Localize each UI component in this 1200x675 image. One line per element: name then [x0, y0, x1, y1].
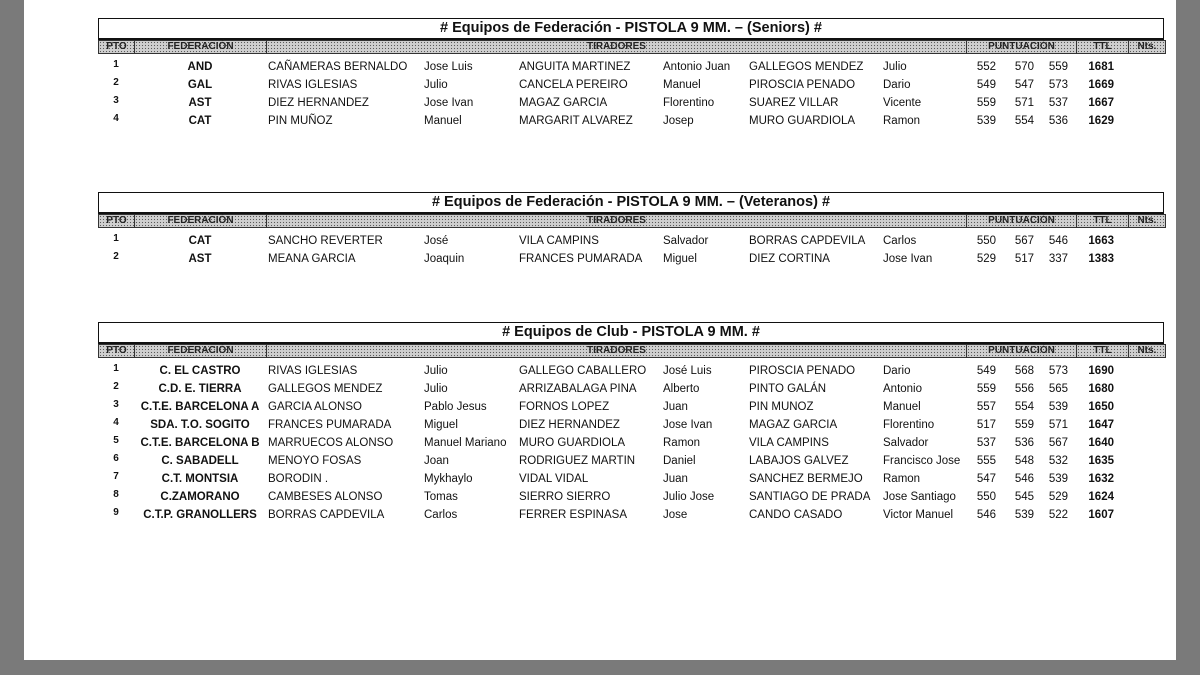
table-row — [98, 362, 1164, 380]
shooter2-name: Salvador — [663, 235, 709, 247]
score2-cell: 517 — [1014, 253, 1034, 265]
shooter1-name: Manuel Mariano — [424, 437, 507, 449]
federation-cell: C.D. E. TIERRA — [158, 383, 242, 395]
shooter2-surname: GALLEGO CABALLERO — [519, 365, 647, 377]
score1-cell: 555 — [976, 455, 996, 467]
table-row — [98, 112, 1164, 130]
shooter3-name: Vicente — [883, 97, 922, 109]
shooter1-surname: CAÑAMERAS BERNALDO — [268, 61, 408, 73]
rank-cell: 7 — [113, 471, 119, 482]
federation-cell: CAT — [188, 235, 212, 247]
federation-cell: GAL — [187, 79, 213, 91]
shooter1-surname: PIN MUÑOZ — [268, 115, 333, 127]
federation-cell: C. SABADELL — [161, 455, 239, 467]
shooter2-name: Josep — [663, 115, 694, 127]
shooter3-name: Jose Santiago — [883, 491, 956, 503]
score2-cell: 539 — [1014, 509, 1034, 521]
shooter3-surname: SUAREZ VILLAR — [749, 97, 839, 109]
header-federacion: FEDERACIÓN — [135, 41, 267, 53]
score1-cell: 550 — [976, 491, 996, 503]
score3-cell: 537 — [1048, 97, 1068, 109]
score2-cell: 548 — [1014, 455, 1034, 467]
shooter3-name: Florentino — [883, 419, 935, 431]
total-cell: 1669 — [1088, 79, 1114, 91]
rank-cell: 3 — [113, 399, 119, 410]
shooter1-surname: SANCHO REVERTER — [268, 235, 383, 247]
rank-cell: 1 — [113, 59, 119, 70]
rank-cell: 5 — [113, 435, 119, 446]
shooter1-surname: BORODIN . — [268, 473, 329, 485]
score1-cell: 559 — [976, 97, 996, 109]
score3-cell: 571 — [1048, 419, 1068, 431]
shooter2-surname: MAGAZ GARCIA — [519, 97, 608, 109]
table-row — [98, 434, 1164, 452]
score3-cell: 529 — [1048, 491, 1068, 503]
federation-cell: C.T.P. GRANOLLERS — [143, 509, 257, 521]
shooter2-name: Miguel — [663, 253, 697, 265]
shooter2-name: Jose — [663, 509, 688, 521]
shooter3-surname: VILA CAMPINS — [749, 437, 829, 449]
score3-cell: 565 — [1048, 383, 1068, 395]
table-row — [98, 452, 1164, 470]
shooter2-name: Daniel — [663, 455, 696, 467]
federation-cell: C.T. MONTSIA — [161, 473, 239, 485]
shooter2-name: Alberto — [663, 383, 700, 395]
table-row — [98, 398, 1164, 416]
document-page — [24, 0, 1176, 660]
score2-cell: 570 — [1014, 61, 1034, 73]
shooter1-name: Julio — [424, 383, 448, 395]
total-cell: 1632 — [1088, 473, 1114, 485]
shooter1-name: Miguel — [424, 419, 458, 431]
section-title: # Equipos de Federación - PISTOLA 9 MM. – (Veteranos) # — [98, 192, 1164, 214]
table-row — [98, 416, 1164, 434]
shooter2-surname: FERRER ESPINASA — [519, 509, 627, 521]
score3-cell: 546 — [1048, 235, 1068, 247]
table-row — [98, 250, 1164, 268]
rows — [98, 232, 1164, 268]
shooter3-name: Francisco Jose — [883, 455, 961, 467]
rank-cell: 2 — [113, 77, 119, 88]
shooter2-name: Antonio Juan — [663, 61, 731, 73]
rows — [98, 58, 1164, 130]
shooter3-name: Carlos — [883, 235, 917, 247]
total-cell: 1650 — [1088, 401, 1114, 413]
shooter1-name: Joaquin — [424, 253, 465, 265]
score3-cell: 539 — [1048, 473, 1068, 485]
total-cell: 1690 — [1088, 365, 1114, 377]
shooter3-surname: BORRAS CAPDEVILA — [749, 235, 866, 247]
score3-cell: 573 — [1048, 365, 1068, 377]
table-row — [98, 76, 1164, 94]
shooter3-surname: MAGAZ GARCIA — [749, 419, 838, 431]
shooter3-surname: GALLEGOS MENDEZ — [749, 61, 864, 73]
shooter1-surname: MENOYO FOSAS — [268, 455, 362, 467]
section-title: # Equipos de Federación - PISTOLA 9 MM. – (Seniors) # — [98, 18, 1164, 40]
shooter1-surname: DIEZ HERNANDEZ — [268, 97, 369, 109]
header-federacion: FEDERACIÓN — [135, 215, 267, 227]
score1-cell: 549 — [976, 79, 996, 91]
shooter2-surname: CANCELA PEREIRO — [519, 79, 628, 91]
shooter1-surname: GALLEGOS MENDEZ — [268, 383, 383, 395]
table-row — [98, 380, 1164, 398]
shooter1-name: Pablo Jesus — [424, 401, 487, 413]
shooter3-name: Dario — [883, 79, 911, 91]
federation-cell: AND — [187, 61, 213, 73]
column-header-row — [98, 40, 1166, 54]
score3-cell: 522 — [1048, 509, 1068, 521]
shooter3-surname: PINTO GALÁN — [749, 383, 827, 395]
rank-cell: 4 — [113, 417, 119, 428]
header-pto: PTO — [99, 215, 135, 227]
shooter1-name: José — [424, 235, 449, 247]
rank-cell: 9 — [113, 507, 119, 518]
shooter1-name: Carlos — [424, 509, 458, 521]
federation-cell: C.T.E. BARCELONA B — [140, 437, 260, 449]
header-federacion: FEDERACIÓN — [135, 345, 267, 357]
score2-cell: 547 — [1014, 79, 1034, 91]
federation-cell: AST — [188, 253, 212, 265]
header-nts: Nts. — [1129, 215, 1165, 227]
table-row — [98, 232, 1164, 250]
shooter1-name: Julio — [424, 365, 448, 377]
header-pto: PTO — [99, 345, 135, 357]
rank-cell: 1 — [113, 363, 119, 374]
rank-cell: 2 — [113, 381, 119, 392]
header-nts: Nts. — [1129, 41, 1165, 53]
shooter2-surname: DIEZ HERNANDEZ — [519, 419, 620, 431]
shooter3-surname: PIROSCIA PENADO — [749, 79, 856, 91]
score1-cell: 517 — [976, 419, 996, 431]
federation-cell: C. EL CASTRO — [159, 365, 241, 377]
shooter3-name: Salvador — [883, 437, 929, 449]
shooter2-name: José Luis — [663, 365, 712, 377]
shooter3-surname: DIEZ CORTINA — [749, 253, 830, 265]
shooter1-name: Joan — [424, 455, 449, 467]
score1-cell: 547 — [976, 473, 996, 485]
header-tiradores: TIRADORES — [267, 41, 967, 53]
header-nts: Nts. — [1129, 345, 1165, 357]
shooter2-surname: VIDAL VIDAL — [519, 473, 589, 485]
shooter3-surname: PIROSCIA PENADO — [749, 365, 856, 377]
total-cell: 1624 — [1088, 491, 1114, 503]
shooter2-surname: VILA CAMPINS — [519, 235, 599, 247]
header-tiradores: TIRADORES — [267, 215, 967, 227]
score2-cell: 559 — [1014, 419, 1034, 431]
header-pto: PTO — [99, 41, 135, 53]
header-tiradores: TIRADORES — [267, 345, 967, 357]
score2-cell: 571 — [1014, 97, 1034, 109]
score1-cell: 557 — [976, 401, 996, 413]
total-cell: 1635 — [1088, 455, 1114, 467]
shooter3-name: Ramon — [883, 115, 921, 127]
table-row — [98, 58, 1164, 76]
section-title: # Equipos de Club - PISTOLA 9 MM. # — [98, 322, 1164, 344]
shooter2-surname: FRANCES PUMARADA — [519, 253, 643, 265]
shooter1-name: Mykhaylo — [424, 473, 473, 485]
score2-cell: 554 — [1014, 115, 1034, 127]
shooter3-surname: LABAJOS GALVEZ — [749, 455, 849, 467]
shooter1-name: Jose Ivan — [424, 97, 474, 109]
table-row — [98, 94, 1164, 112]
shooter3-name: Jose Ivan — [883, 253, 933, 265]
shooter3-surname: CANDO CASADO — [749, 509, 843, 521]
shooter2-name: Juan — [663, 473, 688, 485]
score2-cell: 554 — [1014, 401, 1034, 413]
column-header-row — [98, 344, 1166, 358]
score3-cell: 539 — [1048, 401, 1068, 413]
shooter2-surname: FORNOS LOPEZ — [519, 401, 610, 413]
table-row — [98, 506, 1164, 524]
shooter1-name: Tomas — [424, 491, 458, 503]
shooter3-surname: PIN MUNOZ — [749, 401, 814, 413]
score1-cell: 559 — [976, 383, 996, 395]
score2-cell: 546 — [1014, 473, 1034, 485]
total-cell: 1640 — [1088, 437, 1114, 449]
shooter3-name: Antonio — [883, 383, 923, 395]
score1-cell: 537 — [976, 437, 996, 449]
shooter2-name: Julio Jose — [663, 491, 715, 503]
shooter2-name: Juan — [663, 401, 688, 413]
header-puntuacion: PUNTUACIÓN — [967, 345, 1077, 357]
shooter1-surname: RIVAS IGLESIAS — [268, 79, 358, 91]
total-cell: 1667 — [1088, 97, 1114, 109]
shooter1-surname: CAMBESES ALONSO — [268, 491, 383, 503]
shooter3-name: Manuel — [883, 401, 921, 413]
shooter2-name: Florentino — [663, 97, 715, 109]
shooter2-surname: ANGUITA MARTINEZ — [519, 61, 631, 73]
shooter1-name: Julio — [424, 79, 448, 91]
column-header-row — [98, 214, 1166, 228]
total-cell: 1681 — [1088, 61, 1114, 73]
total-cell: 1383 — [1088, 253, 1114, 265]
shooter3-name: Dario — [883, 365, 911, 377]
header-puntuacion: PUNTUACIÓN — [967, 215, 1077, 227]
score3-cell: 532 — [1048, 455, 1068, 467]
rank-cell: 1 — [113, 233, 119, 244]
header-ttl: TTL — [1077, 345, 1129, 357]
score1-cell: 550 — [976, 235, 996, 247]
shooter2-name: Jose Ivan — [663, 419, 713, 431]
shooter1-name: Manuel — [424, 115, 462, 127]
shooter1-surname: RIVAS IGLESIAS — [268, 365, 358, 377]
federation-cell: SDA. T.O. SOGITO — [150, 419, 250, 431]
shooter3-surname: SANCHEZ BERMEJO — [749, 473, 863, 485]
shooter1-surname: GARCIA ALONSO — [268, 401, 362, 413]
rank-cell: 3 — [113, 95, 119, 106]
score1-cell: 546 — [976, 509, 996, 521]
score3-cell: 567 — [1048, 437, 1068, 449]
score2-cell: 545 — [1014, 491, 1034, 503]
rank-cell: 4 — [113, 113, 119, 124]
rank-cell: 6 — [113, 453, 119, 464]
shooter2-surname: MARGARIT ALVAREZ — [519, 115, 633, 127]
total-cell: 1680 — [1088, 383, 1114, 395]
table-row — [98, 470, 1164, 488]
score2-cell: 568 — [1014, 365, 1034, 377]
federation-cell: C.ZAMORANO — [160, 491, 240, 503]
shooter2-surname: RODRIGUEZ MARTIN — [519, 455, 636, 467]
shooter1-surname: BORRAS CAPDEVILA — [268, 509, 385, 521]
shooter2-name: Manuel — [663, 79, 701, 91]
header-puntuacion: PUNTUACIÓN — [967, 41, 1077, 53]
shooter3-name: Ramon — [883, 473, 921, 485]
shooter3-surname: MURO GUARDIOLA — [749, 115, 856, 127]
score1-cell: 549 — [976, 365, 996, 377]
score1-cell: 552 — [976, 61, 996, 73]
score1-cell: 529 — [976, 253, 996, 265]
header-ttl: TTL — [1077, 41, 1129, 53]
score3-cell: 573 — [1048, 79, 1068, 91]
score2-cell: 536 — [1014, 437, 1034, 449]
total-cell: 1629 — [1088, 115, 1114, 127]
federation-cell: AST — [188, 97, 212, 109]
shooter3-name: Victor Manuel — [883, 509, 954, 521]
shooter2-name: Ramon — [663, 437, 701, 449]
shooter1-surname: FRANCES PUMARADA — [268, 419, 392, 431]
shooter1-surname: MARRUECOS ALONSO — [268, 437, 394, 449]
rank-cell: 2 — [113, 251, 119, 262]
rows — [98, 362, 1164, 524]
total-cell: 1647 — [1088, 419, 1114, 431]
score2-cell: 567 — [1014, 235, 1034, 247]
shooter1-surname: MEANA GARCIA — [268, 253, 356, 265]
total-cell: 1607 — [1088, 509, 1114, 521]
table-row — [98, 488, 1164, 506]
score2-cell: 556 — [1014, 383, 1034, 395]
score3-cell: 337 — [1048, 253, 1068, 265]
score3-cell: 536 — [1048, 115, 1068, 127]
federation-cell: CAT — [188, 115, 212, 127]
score3-cell: 559 — [1048, 61, 1068, 73]
shooter3-name: Julio — [883, 61, 907, 73]
total-cell: 1663 — [1088, 235, 1114, 247]
shooter1-name: Jose Luis — [424, 61, 473, 73]
shooter2-surname: SIERRO SIERRO — [519, 491, 611, 503]
shooter2-surname: MURO GUARDIOLA — [519, 437, 626, 449]
rank-cell: 8 — [113, 489, 119, 500]
shooter3-surname: SANTIAGO DE PRADA — [749, 491, 871, 503]
federation-cell: C.T.E. BARCELONA A — [140, 401, 260, 413]
shooter2-surname: ARRIZABALAGA PINA — [519, 383, 637, 395]
header-ttl: TTL — [1077, 215, 1129, 227]
score1-cell: 539 — [976, 115, 996, 127]
